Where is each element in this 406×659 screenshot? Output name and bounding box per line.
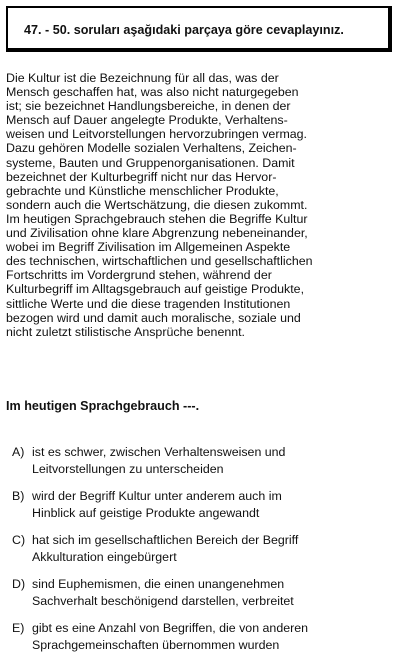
passage-line: des technischen, wirtschaftlichen und gesellschaftlichen — [6, 254, 313, 269]
option-letter: A) — [12, 445, 25, 459]
option-text-line: hat sich im gesellschaftlichen Bereich der Begriff — [32, 533, 299, 547]
option-text-line: Sachverhalt beschönigend darstellen, verbreitet — [32, 593, 294, 608]
passage-line: gebrachte und Künstliche menschlicher Produkte, — [6, 183, 279, 198]
question-range-header — [6, 6, 392, 52]
option-text-line: sind Euphemismen, die einen unangenehmen — [32, 577, 285, 591]
option-letter: D) — [12, 577, 26, 591]
passage-line: Mensch auf Dauer angelegte Produkte, Verhaltens- — [6, 113, 288, 128]
passage-line: weisen und Leitvorstellungen hervorzubringen vermag. — [6, 127, 307, 142]
passage-line: sittliche Werte und die diese tragenden Institutionen — [6, 296, 291, 311]
passage-line: systeme, Bauten und Gruppenorganisationen. Damit — [6, 155, 295, 170]
passage-line: Kulturbegriff im Alltagsgebrauch auf geistige Produkte, — [6, 282, 305, 297]
passage-line: wobei im Begriff Zivilisation im Allgemeinen Aspekte — [6, 240, 291, 255]
passage-line: bezogen wird und damit auch moralische, soziale und — [6, 310, 301, 325]
option-text-line: Leitvorstellungen zu unterscheiden — [32, 461, 224, 476]
passage-line: Fortschritts im Vordergrund stehen, während der — [6, 268, 272, 283]
passage-line: Mensch geschaffen hat, was also nicht naturgegeben — [6, 85, 299, 100]
option-text-line: wird der Begriff Kultur unter anderem auch im — [32, 489, 282, 503]
option-letter: B) — [12, 489, 25, 503]
option-letter: C) — [12, 533, 26, 547]
passage-line: sondern auch die Wertschätzung, die diesen zukommt. — [6, 197, 308, 212]
passage-line: bezeichnet der Kulturbegriff nicht nur das Hervor- — [6, 169, 277, 184]
option-text-line: ist es schwer, zwischen Verhaltensweisen und — [32, 445, 286, 459]
option-text-line: Sprachgemeinschaften übernommen wurden — [32, 637, 280, 652]
option-text — [32, 576, 294, 609]
reading-passage — [6, 71, 402, 339]
header-title: 47. - 50. soruları aşağıdaki parçaya göre cevaplayınız. — [24, 23, 344, 37]
passage-line: und Zivilisation ohne klare Abgrenzung nebeneinander, — [6, 226, 308, 241]
passage-line: nicht zuletzt stilistische Ansprüche benennt. — [6, 324, 245, 339]
question-stem: Im heutigen Sprachgebrauch ---. — [6, 399, 200, 413]
option-text — [32, 444, 285, 477]
option-text — [32, 488, 282, 521]
passage-line: Im heutigen Sprachgebrauch stehen die Begriffe Kultur — [6, 211, 308, 226]
option-letter: E) — [12, 621, 25, 635]
option-text-line: Akkulturation eingebürgert — [32, 549, 177, 564]
option-text — [32, 620, 308, 653]
option-text-line: Hinblick auf geistige Produkte angewandt — [32, 505, 260, 520]
option-text-line: gibt es eine Anzahl von Begriffen, die von anderen — [32, 621, 309, 635]
passage-line: Die Kultur ist die Bezeichnung für all das, was der — [6, 71, 279, 85]
passage-line: Dazu gehören Modelle sozialen Verhaltens, Zeichen- — [6, 141, 297, 156]
option-text — [32, 532, 298, 565]
passage-line: ist; sie bezeichnet Handlungsbereiche, in denen der — [6, 99, 291, 114]
